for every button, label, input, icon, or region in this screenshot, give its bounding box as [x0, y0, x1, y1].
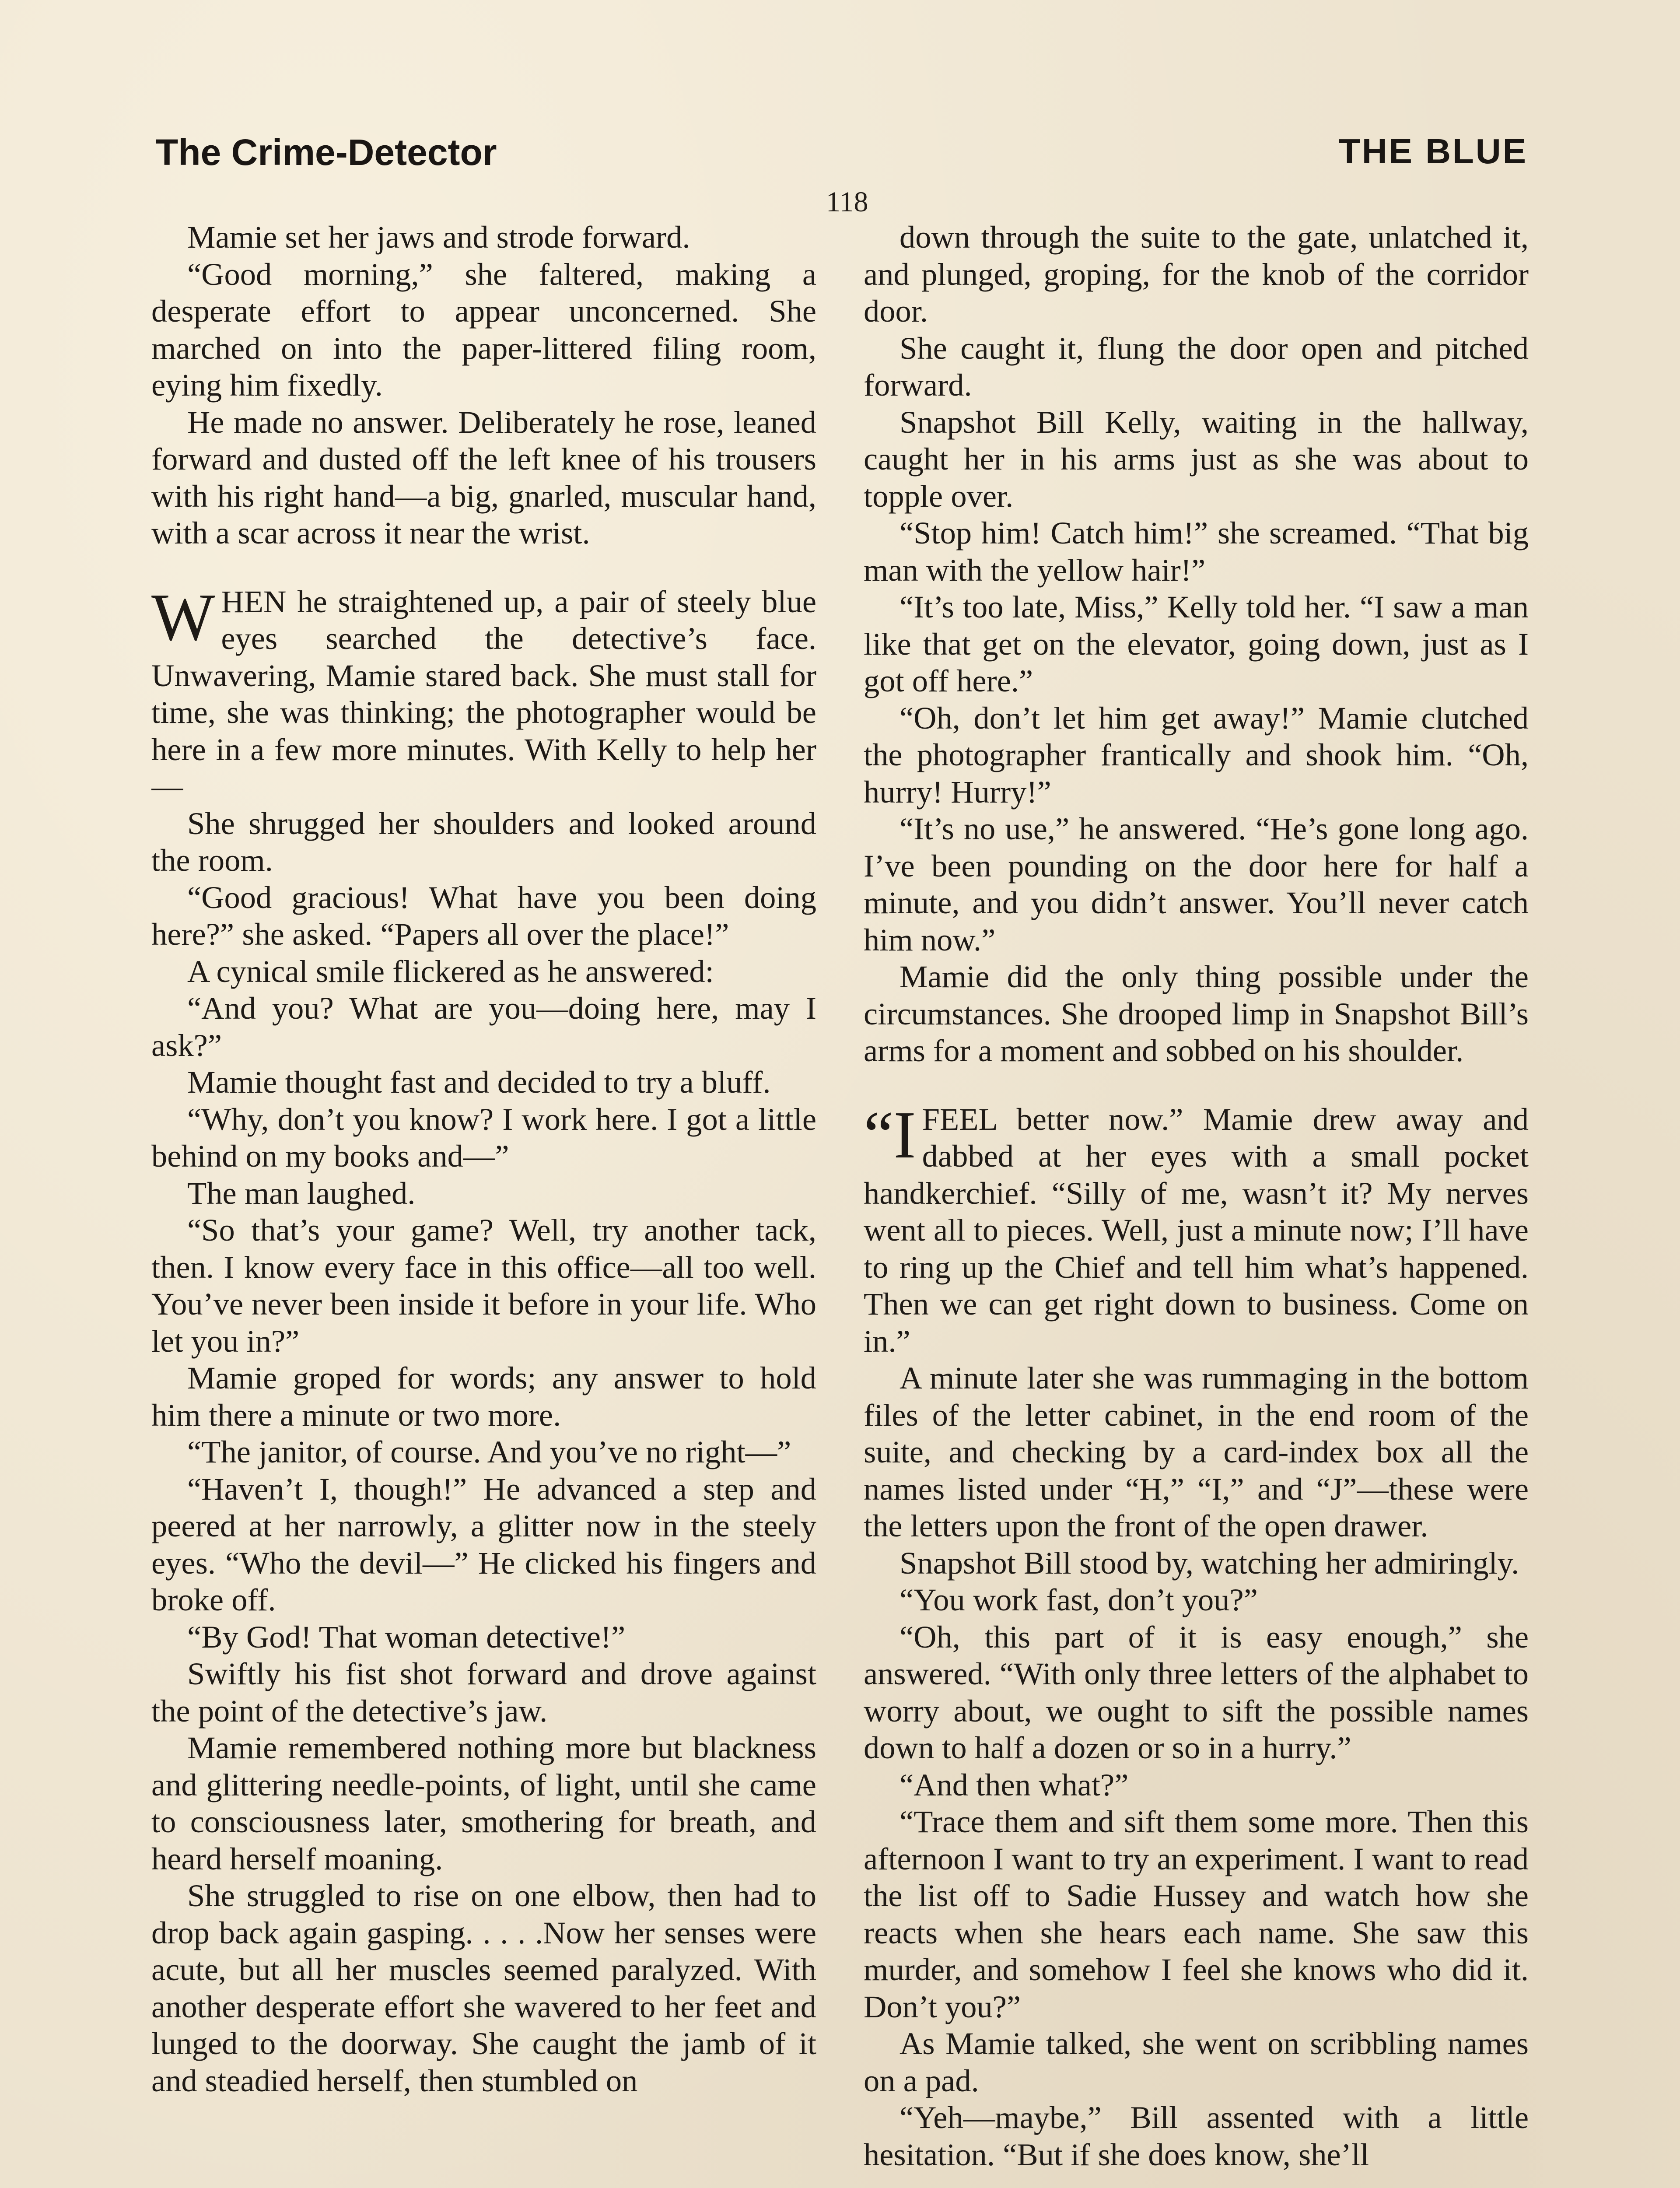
paragraph: “And then what?” [900, 1767, 1129, 1802]
paragraph [864, 1098, 1529, 1360]
paragraph: A minute later she was rummaging in the bottom files of the letter cabinet, in the end room of the suite, and checking by a card-index box all the names listed under “H,” “I,” and “J”—these were the letters upon the front of the open drawer. [864, 1360, 1529, 1543]
paragraph: Snapshot Bill stood by, watching her admiringly. [900, 1545, 1519, 1581]
paragraph: She shrugged her shoulders and looked around the room. [151, 805, 816, 878]
paragraph: “You work fast, don’t you?” [900, 1582, 1258, 1617]
paragraph: Mamie remembered nothing more but blackness and glittering needle-points, of light, until she came to consciousness later, smothering for breath, and heard herself moaning. [151, 1730, 816, 1876]
paragraph-text: FEEL better now.” Mamie drew away and dabbed at her eyes with a small pocket handkerchief. “Silly of me, wasn’t it? My nerves went all to pieces. Well, just a minute now; I’ll have to ring up the Chief and tell him what’s happened. Then we can get right down to business. Come on in.” [864, 1101, 1529, 1359]
paragraph: “Oh, this part of it is easy enough,” she answered. “With only three letters of the alphabet to worry about, we ought to sift the possible names down to half a dozen or so in a hurry.” [864, 1619, 1529, 1765]
paragraph: He made no answer. Deliberately he rose, leaned forward and dusted off the left knee of his trousers with his right hand—a big, gnarled, muscular hand, with a scar across it near the wrist. [151, 404, 816, 551]
paragraph-text: HEN he straightened up, a pair of steely blue eyes searched the detective’s face. Unwavering, Mamie stared back. She must stall for time, she was thinking; the photographer would be here in a few more minutes. With Kelly to help her— [151, 583, 816, 804]
paragraph [151, 580, 816, 805]
paragraph: The man laughed. [187, 1175, 416, 1211]
paragraph: “And you? What are you—doing here, may I ask?” [151, 990, 816, 1063]
right-text-column [864, 219, 1529, 2188]
paragraph: As Mamie talked, she went on scribbling names on a pad. [864, 2026, 1529, 2098]
paragraph: She caught it, flung the door open and pitched forward. [864, 330, 1529, 403]
paragraph: “So that’s your game? Well, try another tack, then. I know every face in this office—all too well. You’ve never been inside it before in your life. Who let you in?” [151, 1212, 816, 1359]
paragraph: Mamie thought fast and decided to try a bluff. [187, 1064, 771, 1100]
paragraph: “Haven’t I, though!” He advanced a step and peered at her narrowly, a glitter now in the steely eyes. “Who the devil—” He clicked his fingers and broke off. [151, 1471, 816, 1617]
paragraph: Mamie groped for words; any answer to hold him there a minute or two more. [151, 1360, 816, 1433]
paragraph: “By God! That woman detective!” [187, 1619, 626, 1655]
show-through-text [656, 131, 1094, 184]
paragraph: down through the suite to the gate, unlatched it, and plunged, groping, for the knob of the corridor door. [864, 219, 1529, 329]
drop-cap: W [151, 580, 215, 655]
page-number: 118 [826, 186, 868, 218]
paragraph: “Good morning,” she faltered, making a desperate effort to appear unconcerned. She marched on into the paper-littered filing room, eying him fixedly. [151, 256, 816, 403]
paragraph: Mamie did the only thing possible under the circumstances. She drooped limp in Snapshot Bill’s arms for a moment and sobbed on his shoulder. [864, 959, 1529, 1068]
drop-cap: “I [864, 1098, 916, 1172]
paragraph: “Good gracious! What have you been doing here?” she asked. “Papers all over the place!” [151, 879, 816, 952]
paragraph: “It’s too late, Miss,” Kelly told her. “I saw a man like that get on the elevator, going down, just as I got off here.” [864, 589, 1529, 698]
paragraph: “Stop him! Catch him!” she screamed. “That big man with the yellow hair!” [864, 515, 1529, 588]
paragraph: “Trace them and sift them some more. Then this afternoon I want to try an experiment. I want to read the list off to Sadie Hussey and watch how she reacts when she hears each name. She saw this murder, and somehow I feel she knows who did it. Don’t you?” [864, 1804, 1529, 2024]
running-head-title: The Crime-Detector [156, 132, 497, 173]
running-head-magazine: THE BLUE [1339, 132, 1528, 171]
paragraph: “Yeh—maybe,” Bill assented with a little hesitation. “But if she does know, she’ll [864, 2100, 1529, 2172]
paragraph: “The janitor, of course. And you’ve no right—” [187, 1434, 791, 1469]
paragraph: A cynical smile flickered as he answered: [187, 953, 714, 989]
paragraph: She struggled to rise on one elbow, then had to drop back again gasping. . . . .Now her senses were acute, but all her muscles seemed paralyzed. With another desperate effort she wavered to her feet and lunged to the doorway. She caught the jamb of it and steadied herself, then stumbled on [151, 1878, 816, 2098]
paragraph: “Oh, don’t let him get away!” Mamie clutched the photographer frantically and shook him. “Oh, hurry! Hurry!” [864, 700, 1529, 810]
paragraph: “Why, don’t you know? I work here. I got a little behind on my books and—” [151, 1101, 816, 1174]
paragraph: “It’s no use,” he answered. “He’s gone long ago. I’ve been pounding on the door here for half a minute, and you didn’t answer. You’ll never catch him now.” [864, 811, 1529, 957]
left-text-column [151, 219, 816, 2188]
paragraph: Mamie set her jaws and strode forward. [187, 219, 690, 255]
paragraph: Snapshot Bill Kelly, waiting in the hallway, caught her in his arms just as she was about to topple over. [864, 404, 1529, 514]
paragraph: Swiftly his fist shot forward and drove against the point of the detective’s jaw. [151, 1656, 816, 1729]
